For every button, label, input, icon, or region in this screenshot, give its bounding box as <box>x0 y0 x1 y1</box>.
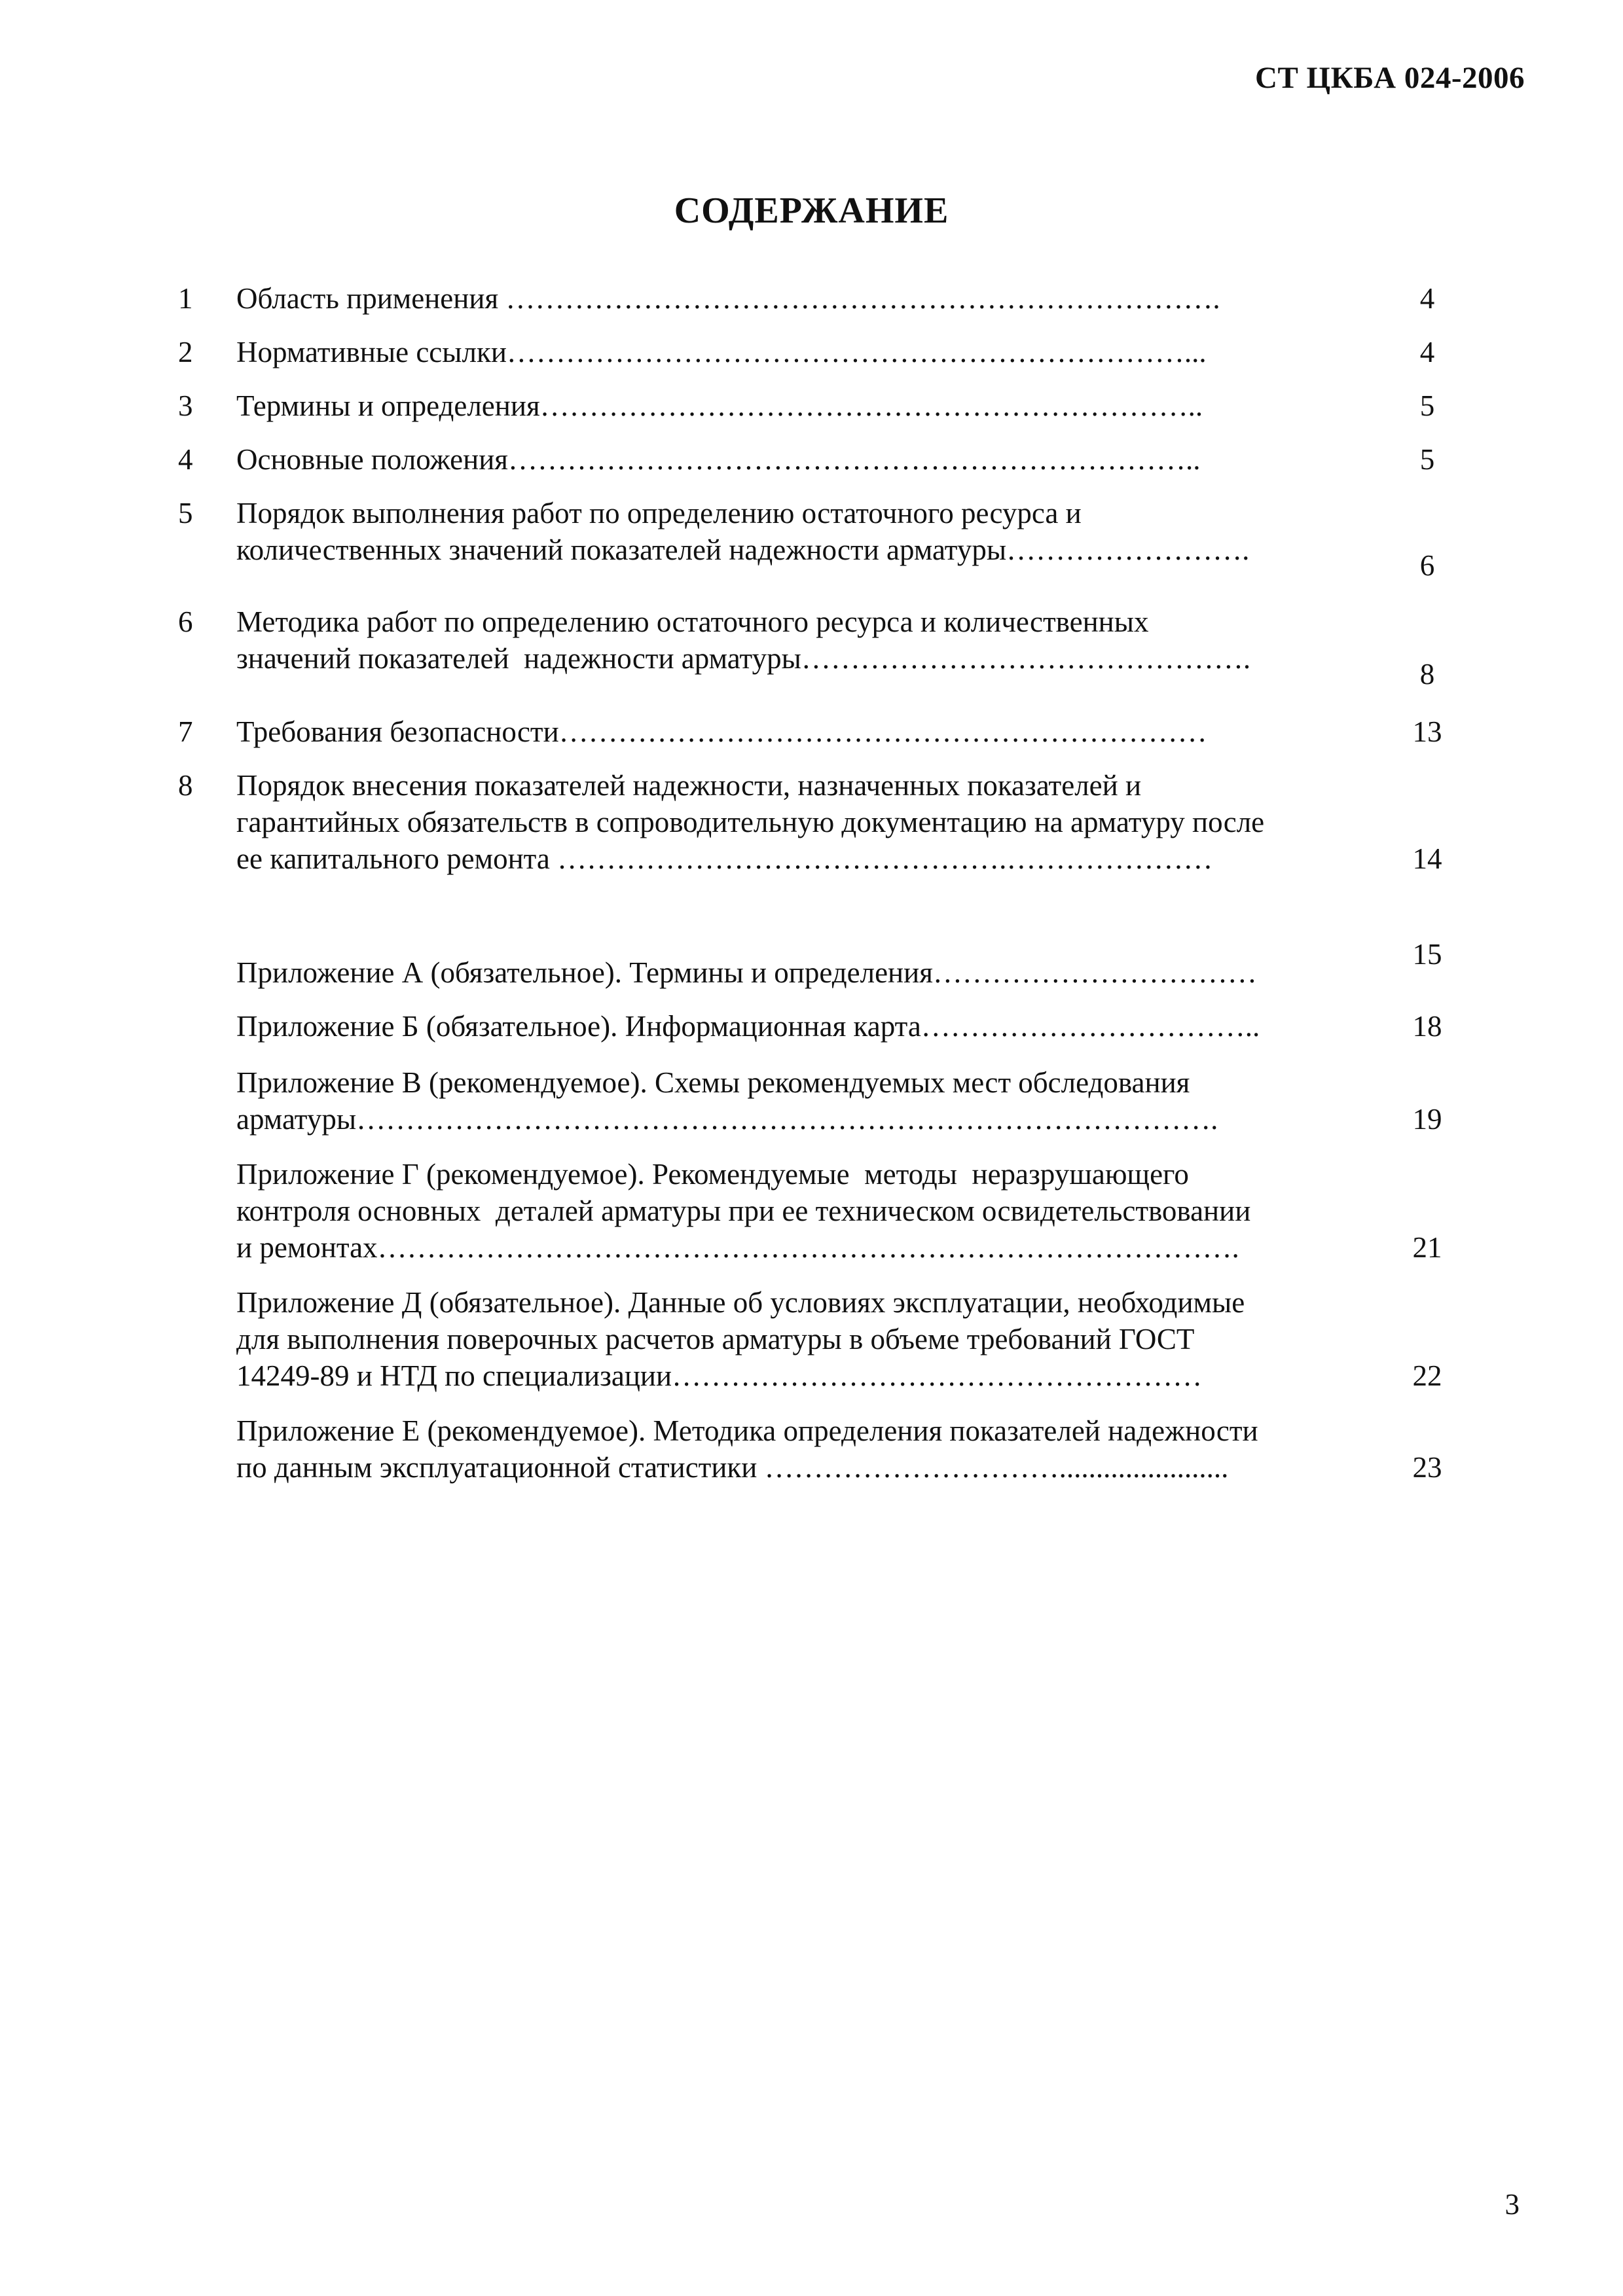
toc-entry-page: 13 <box>1412 715 1442 748</box>
toc-entry-page: 5 <box>1419 389 1435 422</box>
page-number: 3 <box>1504 2188 1520 2221</box>
toc-entry-page: 6 <box>1419 549 1435 582</box>
toc-entry-title: Порядок внесения показателей надежности, назначенных показателей и гарантийных обязательств в сопроводительную документацию на арматуру после ее капитального ремонта ……………………………………….………………… <box>236 769 1265 875</box>
toc-entry-number: 2 <box>178 336 193 368</box>
toc-entry-title: Термины и определения………………………………………………………….. <box>236 389 1203 422</box>
toc-entry-number: 8 <box>178 769 193 802</box>
toc-entry-title: Порядок выполнения работ по определению остаточного ресурса и количественных значений показателей надежности арматуры……………………. <box>236 497 1250 566</box>
toc-entry-number: 3 <box>178 389 193 422</box>
toc-appendix-page: 21 <box>1412 1231 1442 1264</box>
toc-appendix-title: Приложение Е (рекомендуемое). Методика определения показателей надежности по данным эксплуатационной статистики …………………………....................... <box>236 1414 1258 1484</box>
toc-appendix-title: Приложение Б (обязательное). Информационная карта…………………………….. <box>236 1010 1260 1043</box>
toc-appendix-page: 23 <box>1412 1451 1442 1484</box>
toc-appendix-title: Приложение Д (обязательное). Данные об условиях эксплуатации, необходимые для выполнения поверочных расчетов арматуры в объеме требований ГОСТ 14249-89 и НТД по специализации……………………………………………… <box>236 1286 1245 1392</box>
toc-appendix-title: Приложение А (обязательное). Термины и определения…………………………… <box>236 956 1257 989</box>
toc-entry-title: Основные положения…………………………………………………………….. <box>236 443 1201 476</box>
toc-appendix-title: Приложение В (рекомендуемое). Схемы рекомендуемых мест обследования арматуры……………………………………………………………………………. <box>236 1066 1218 1136</box>
toc-entry-page: 5 <box>1419 443 1435 476</box>
toc-entry-title: Методика работ по определению остаточного ресурса и количественных значений показателей надежности арматуры………………………………………. <box>236 605 1251 675</box>
toc-entry-title: Требования безопасности………………………………………………………… <box>236 715 1207 748</box>
toc-entry-number: 1 <box>178 282 193 315</box>
toc-appendix-page: 19 <box>1412 1103 1442 1136</box>
toc-entry-number: 4 <box>178 443 193 476</box>
toc-appendix-title: Приложение Г (рекомендуемое). Рекомендуемые методы неразрушающего контроля основных деталей арматуры при ее техническом освидетельствовании и ремонтах……………………………………………………………………………. <box>236 1158 1251 1264</box>
toc-entry-title: Область применения ………………………………………………………………. <box>236 282 1220 315</box>
toc-entry-number: 5 <box>178 497 193 529</box>
toc-entry-page: 4 <box>1419 282 1435 315</box>
toc-entry-number: 7 <box>178 715 193 748</box>
toc-appendix-page: 18 <box>1412 1010 1442 1043</box>
toc-entry-number: 6 <box>178 605 193 638</box>
toc-entry-page: 14 <box>1412 842 1442 875</box>
toc-appendix-page: 15 <box>1412 938 1442 971</box>
document-code: СТ ЦКБА 024-2006 <box>1255 61 1525 95</box>
toc-entry-title: Нормативные ссылки……………………………………………………………... <box>236 336 1207 368</box>
toc-entry-page: 4 <box>1419 336 1435 368</box>
toc-title: СОДЕРЖАНИЕ <box>674 190 949 231</box>
toc-appendix-page: 22 <box>1412 1359 1442 1392</box>
toc-entry-page: 8 <box>1419 658 1435 691</box>
